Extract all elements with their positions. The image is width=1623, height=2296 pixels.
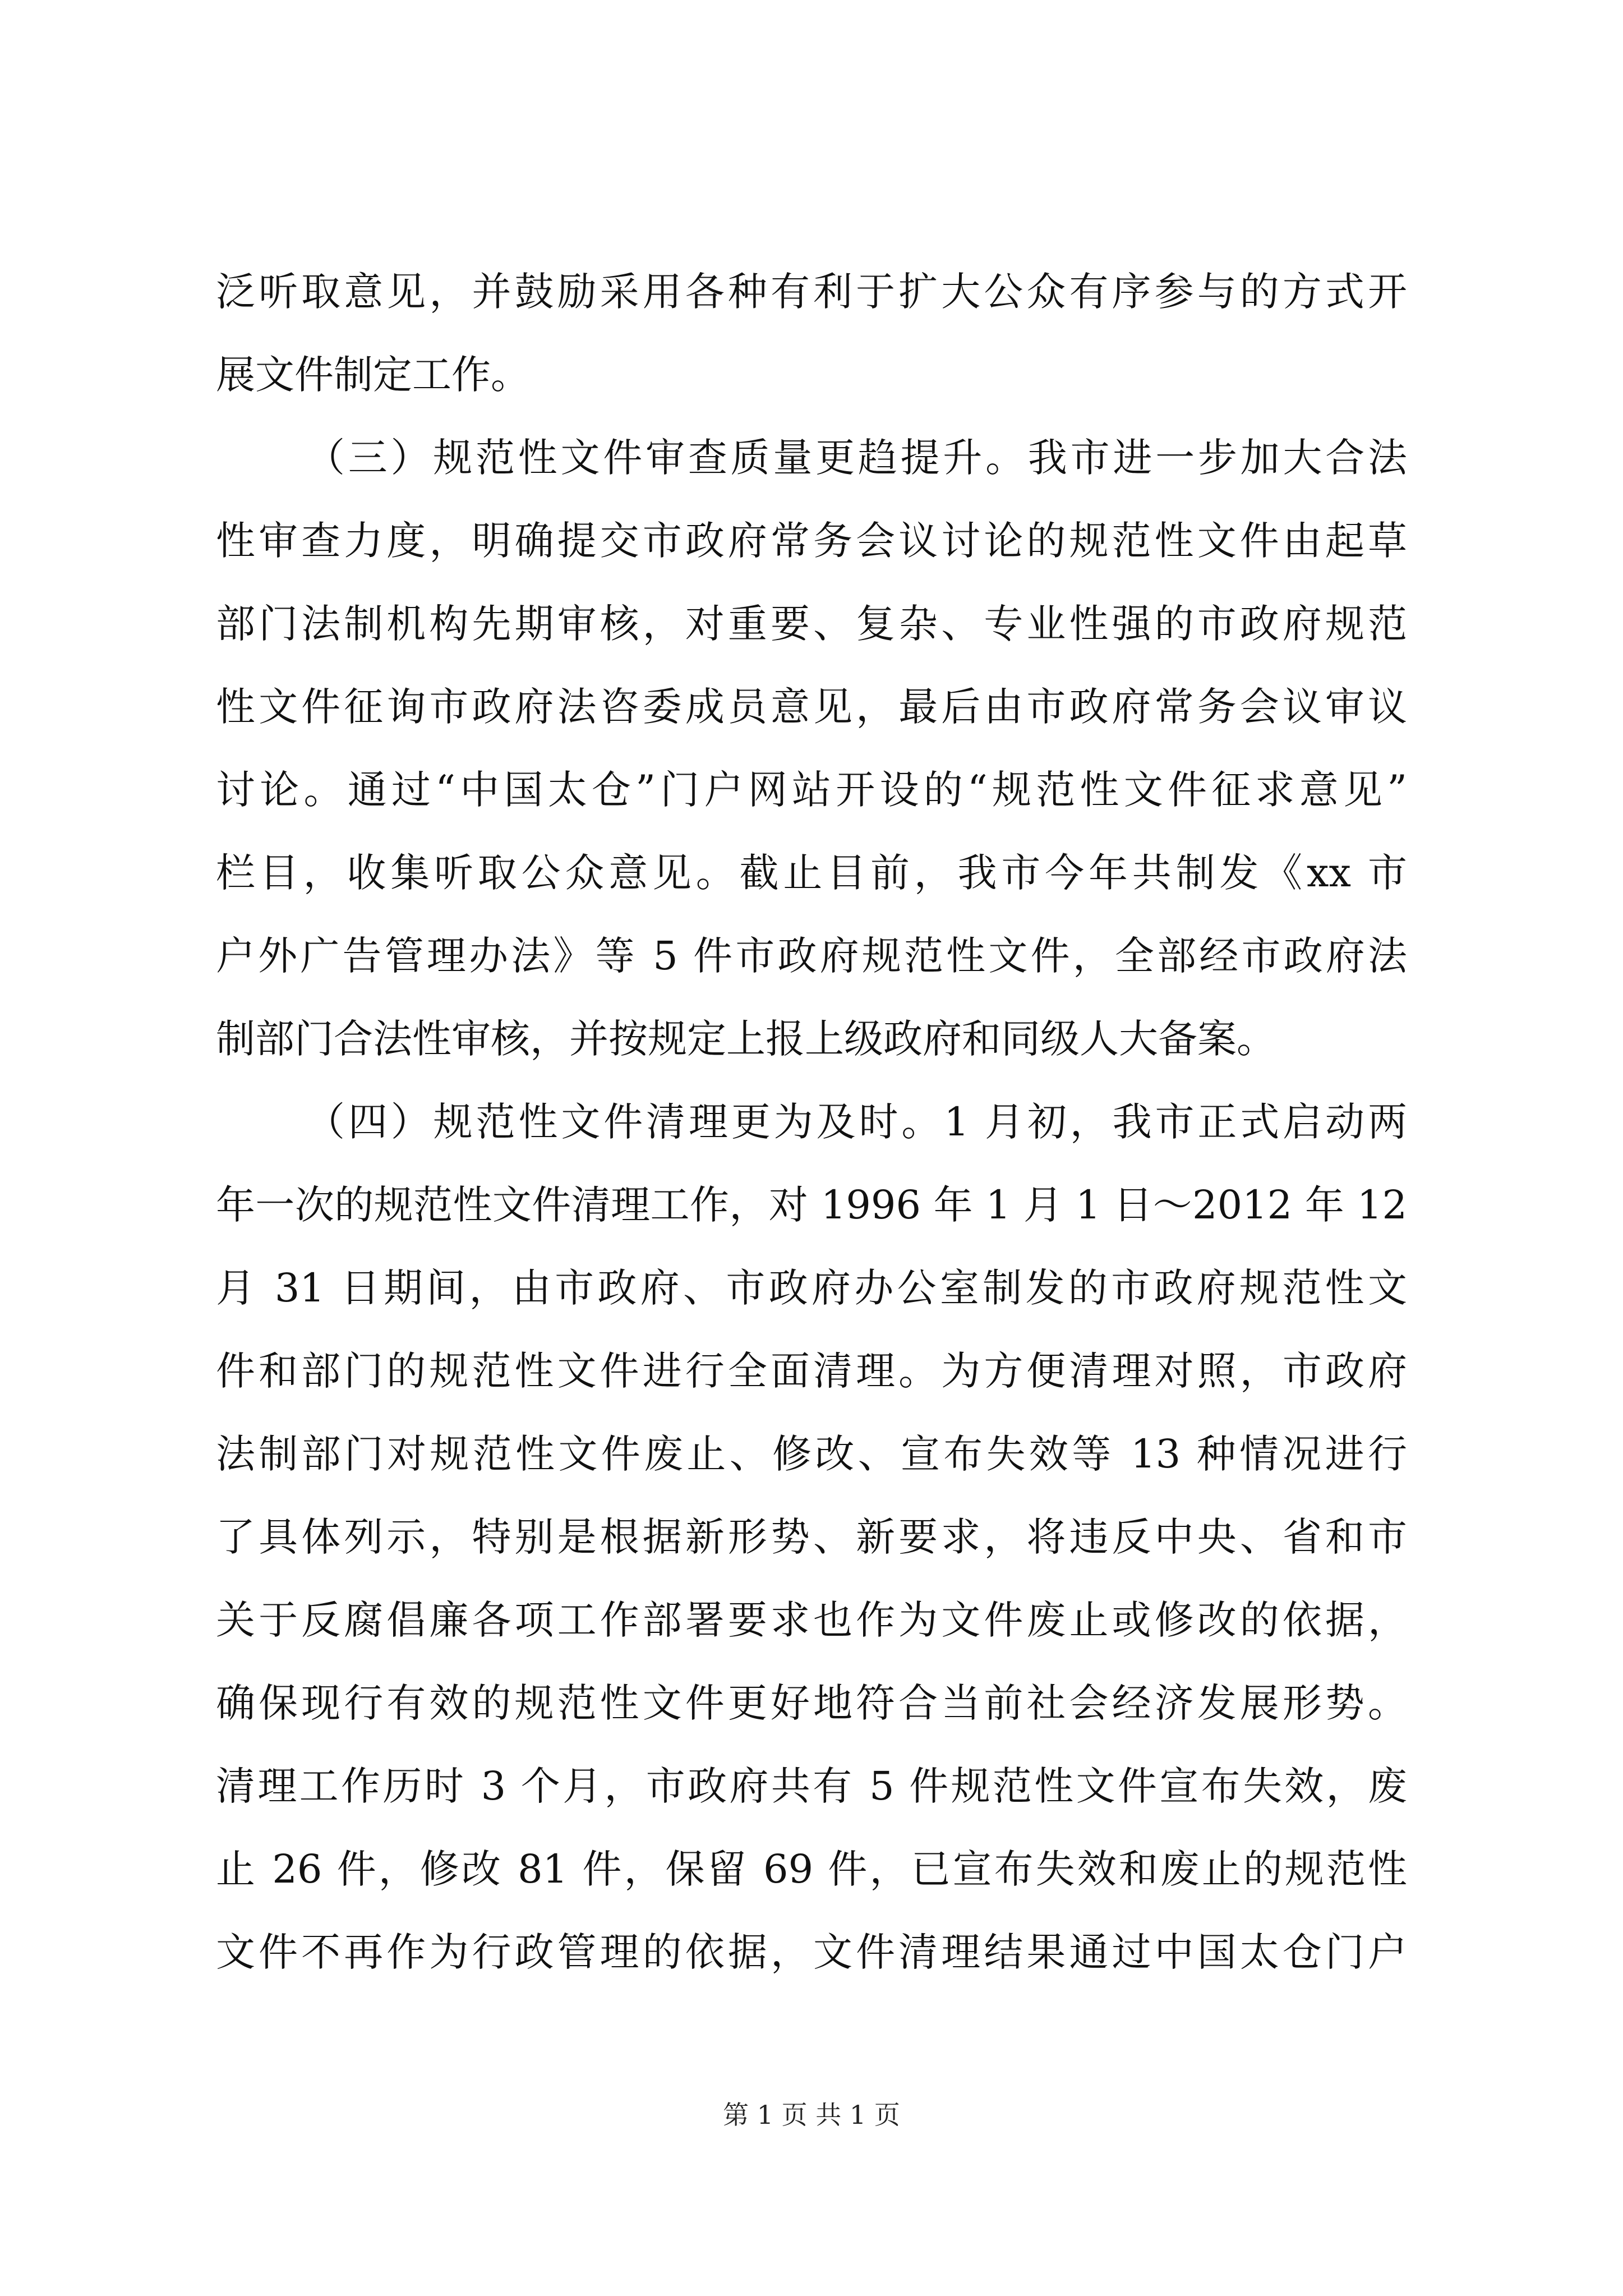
text-line: 户外广告管理办法》等 5 件市政府规范性文件，全部经市政府法 <box>216 933 1407 979</box>
text-line: 止 26 件，修改 81 件，保留 69 件，已宣布失效和废止的规范性 <box>216 1846 1407 1892</box>
text-line: 性审查力度，明确提交市政府常务会议讨论的规范性文件由起草 <box>216 518 1407 564</box>
text-line: 制部门合法性审核，并按规定上报上级政府和同级人大备案。 <box>216 1016 1276 1062</box>
text-line: 了具体列示，特别是根据新形势、新要求，将违反中央、省和市 <box>216 1514 1407 1560</box>
text-line: 月 31 日期间，由市政府、市政府办公室制发的市政府规范性文 <box>216 1265 1407 1311</box>
text-line: 年一次的规范性文件清理工作，对 1996 年 1 月 1 日～2012 年 12 <box>216 1182 1407 1228</box>
text-line: 展文件制定工作。 <box>216 352 530 398</box>
text-line: 法制部门对规范性文件废止、修改、宣布失效等 13 种情况进行 <box>216 1431 1407 1477</box>
text-line: 性文件征询市政府法咨委成员意见，最后由市政府常务会议审议 <box>216 684 1407 730</box>
text-line: 文件不再作为行政管理的依据，文件清理结果通过中国太仓门户 <box>216 1929 1407 1975</box>
body-text <box>216 250 1407 1994</box>
text-line: 栏目，收集听取公众意见。截止目前，我市今年共制发《xx 市 <box>216 850 1407 896</box>
text-line: 件和部门的规范性文件进行全面清理。为方便清理对照，市政府 <box>216 1348 1407 1394</box>
text-line: 清理工作历时 3 个月，市政府共有 5 件规范性文件宣布失效，废 <box>216 1763 1407 1809</box>
paragraph-heading-line: （四）规范性文件清理更为及时。1 月初，我市正式启动两 <box>306 1099 1407 1145</box>
text-line: 关于反腐倡廉各项工作部署要求也作为文件废止或修改的依据， <box>216 1597 1407 1643</box>
text-line: 确保现行有效的规范性文件更好地符合当前社会经济发展形势。 <box>216 1680 1407 1726</box>
text-line: 部门法制机构先期审核，对重要、复杂、专业性强的市政府规范 <box>216 601 1407 647</box>
page-footer <box>0 2098 1623 2132</box>
paragraph-heading-line: （三）规范性文件审查质量更趋提升。我市进一步加大合法 <box>306 435 1407 481</box>
page-number-label: 第 1 页 共 1 页 <box>723 2100 900 2130</box>
text-line: 讨论。通过“中国太仓”门户网站开设的“规范性文件征求意见” <box>216 767 1407 813</box>
text-line: 泛听取意见，并鼓励采用各种有利于扩大公众有序参与的方式开 <box>216 269 1407 315</box>
